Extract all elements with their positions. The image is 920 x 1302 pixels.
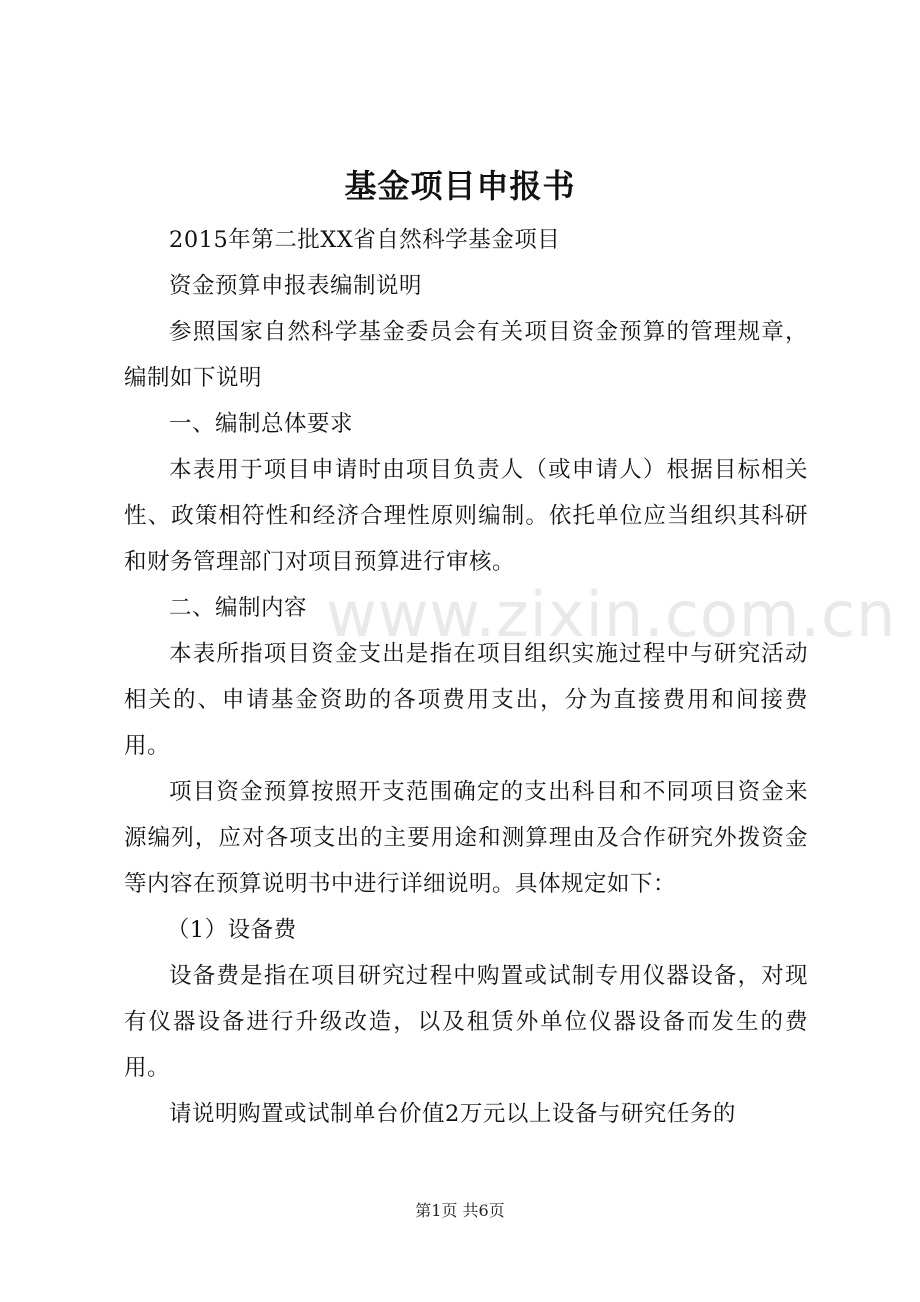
watermark-text: www.zixin.com.cn [326, 578, 897, 651]
document-title: 基金项目申报书 [344, 167, 576, 205]
document-body [124, 217, 808, 1137]
page-footer: 第1页 共6页 [415, 1201, 505, 1220]
paragraph-reference: 参照国家自然科学基金委员会有关项目资金预算的管理规章，编制如下说明 [124, 319, 808, 391]
paragraph-expenditure-definition: 本表所指项目资金支出是指在项目组织实施过程中与研究活动相关的、申请基金资助的各项费用支出，分为直接费用和间接费用。 [124, 641, 808, 759]
paragraph-budget-rules: 项目资金预算按照开支范围确定的支出科目和不同项目资金来源编列，应对各项支出的主要用途和测算理由及合作研究外拨资金等内容在预算说明书中进行详细说明。具体规定如下： [124, 779, 808, 897]
section-heading-content: 二、编制内容 [169, 595, 308, 621]
paragraph-equipment-definition: 设备费是指在项目研究过程中购置或试制专用仪器设备，对现有仪器设备进行升级改造，以及租赁外单位仪器设备而发生的费用。 [124, 963, 808, 1081]
paragraph-equipment-explanation: 请说明购置或试制单台价值2万元以上设备与研究任务的 [169, 1101, 736, 1127]
section-heading-equipment: （1）设备费 [166, 917, 297, 943]
section-heading-general-requirements: 一、编制总体要求 [169, 411, 354, 437]
paragraph-project-batch: 2015年第二批XX省自然科学基金项目 [169, 227, 561, 253]
paragraph-budget-title: 资金预算申报表编制说明 [169, 273, 423, 299]
paragraph-general-requirements: 本表用于项目申请时由项目负责人（或申请人）根据目标相关性、政策相符性和经济合理性原则编制。依托单位应当组织其科研和财务管理部门对项目预算进行审核。 [124, 457, 808, 575]
